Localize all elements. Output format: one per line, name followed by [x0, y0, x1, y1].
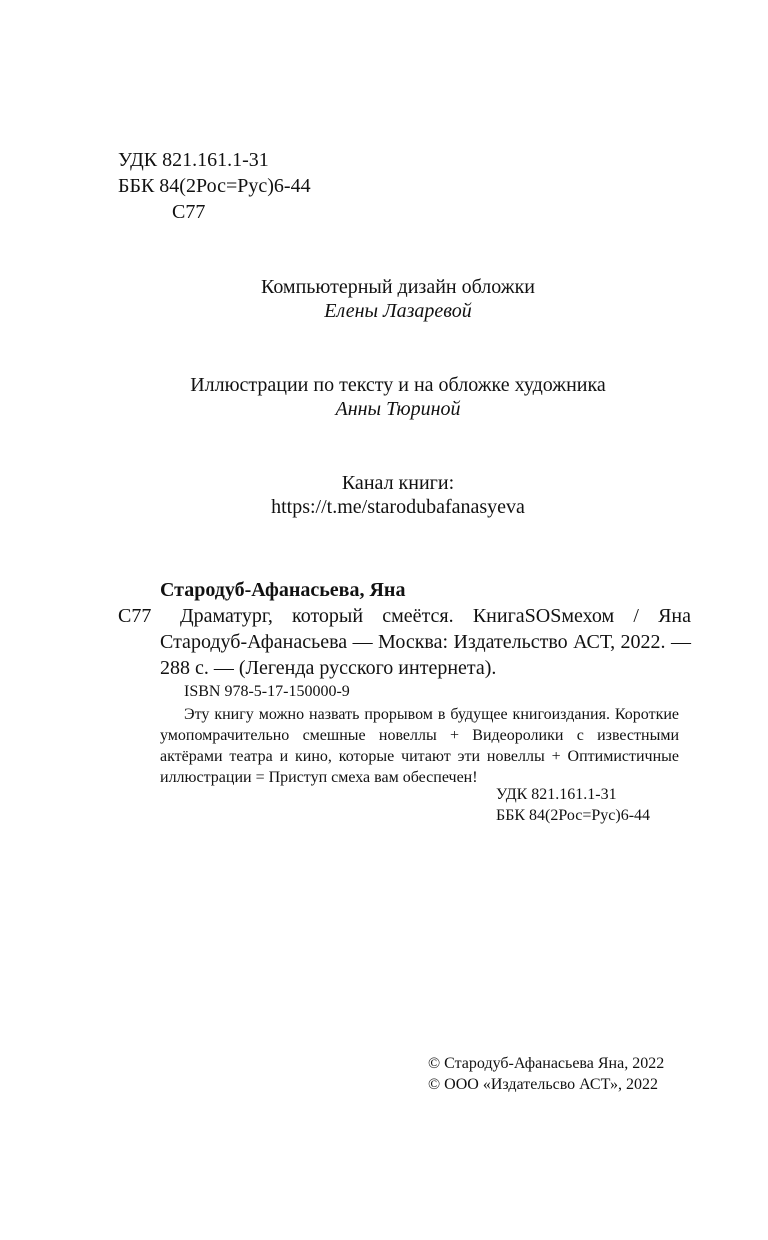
cover-design-credit: Компьютерный дизайн обложки: [260, 276, 536, 298]
illustration-credit: Иллюстрации по тексту и на обложке художника: [190, 374, 606, 396]
author-mark: С77: [172, 201, 206, 223]
record-description-block: [160, 603, 691, 681]
record-annotation: Эту книгу можно назвать прорывом в будущее книгоиздания. Короткие умопомрачительно смешные новеллы + Видеоролики с известными актёрами театра и кино, которые читают эти новеллы + Оптимистичные иллюстрации = Приступ смеха вам обеспечен!: [160, 706, 679, 786]
illustrator-name: Анны Тюриной: [335, 398, 461, 420]
channel-url: https://t.me/starodubafanasyeva: [271, 496, 525, 518]
record-bbk: ББК 84(2Рос=Рус)6-44: [496, 807, 651, 824]
channel-label: Канал книги:: [341, 472, 455, 494]
bbk-code: ББК 84(2Рос=Рус)6-44: [118, 175, 311, 197]
record-author: Стародуб-Афанасьева, Яна: [160, 579, 406, 601]
record-isbn: ISBN 978-5-17-150000-9: [184, 683, 350, 700]
record-mark: С77: [118, 605, 152, 627]
copyright-publisher: © ООО «Издательсво АСТ», 2022: [428, 1076, 658, 1093]
record-udk: УДК 821.161.1-31: [496, 786, 617, 803]
copyright-author: © Стародуб-Афанасьева Яна, 2022: [428, 1055, 665, 1072]
record-annotation-block: [160, 704, 679, 788]
cover-designer-name: Елены Лазаревой: [324, 300, 472, 322]
udk-code: УДК 821.161.1-31: [118, 149, 269, 171]
record-description: Драматург, который смеётся. КнигаSOSмехом / Яна Стародуб-Афанасьева — Москва: Издательство АСТ, 2022. — 288 с. — (Легенда русского интернета).: [160, 605, 691, 679]
